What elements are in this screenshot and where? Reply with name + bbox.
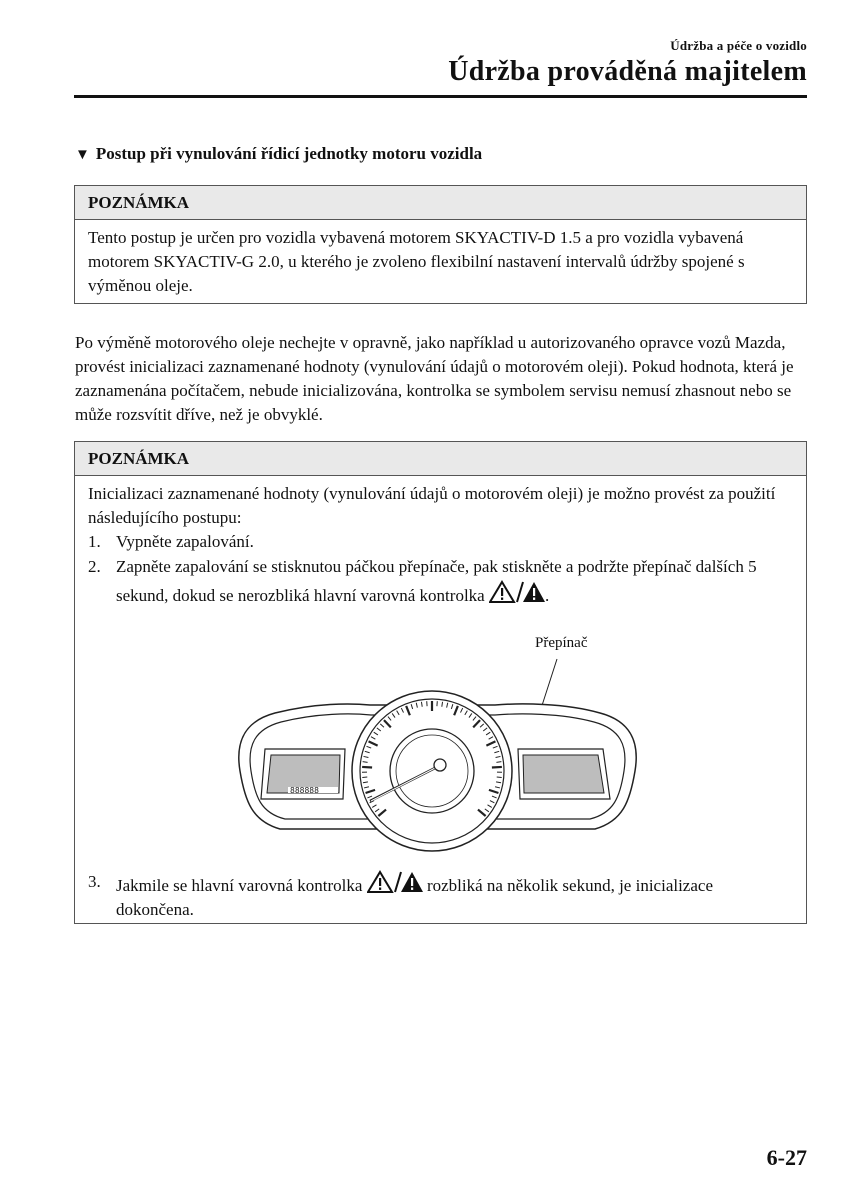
gauge-tick: [492, 767, 502, 768]
chapter-subtitle: Údržba a péče o vozidlo: [670, 38, 807, 53]
step-text: Jakmile se hlavní varovná kontrolka: [116, 876, 363, 895]
body-paragraph: Po výměně motorového oleje nechejte v opravně, jako například u autorizovaného opravce vozů Mazda, provést inicializaci zaznamenané hodnoty (vynulování údajů o motorovém oleji). Pokud hodnota, která je zaznamenána počítačem, nebude inicializována, kontrolka se symbolem servisu nemusí zhasnout nebo se může rozsvítit dříve, než je obvyklé.: [75, 333, 794, 424]
master-warning-icon: [367, 870, 423, 894]
instrument-cluster-drawing: [75, 631, 808, 861]
step-number: 3.: [88, 872, 101, 891]
gauge-tick: [363, 762, 368, 763]
header-divider: [74, 95, 807, 98]
list-item: [88, 554, 793, 609]
section-heading: [75, 144, 482, 164]
step-content: [116, 554, 793, 609]
note-body: [75, 476, 806, 617]
list-item: [88, 530, 793, 554]
note-box-1: [74, 185, 807, 304]
switch-callout-label: Přepínač: [535, 635, 588, 651]
note-text: Tento postup je určen pro vozidla vybavená motorem SKYACTIV-D 1.5 a pro vozidla vybavená motorem SKYACTIV-G 2.0, u kterého je zvoleno flexibilní nastavení intervalů údržby spojené s výměnou oleje.: [88, 228, 745, 295]
gauge-tick: [362, 767, 372, 768]
page-number: 6-27: [766, 1145, 807, 1170]
list-item: [88, 870, 788, 922]
odometer-readout: 888888: [290, 786, 319, 795]
note-heading: POZNÁMKA: [75, 186, 806, 220]
step-text: Zapněte zapalování se stisknutou páčkou přepínače, pak stiskněte a podržte přepínač dalších 5 sekund, dokud se nerozbliká hlavní varovná kontrolka: [116, 557, 757, 605]
gauge-tick: [496, 762, 501, 763]
master-warning-icon: [489, 580, 545, 604]
page-title: Údržba prováděná majitelem: [448, 56, 807, 87]
note-box-2: [74, 441, 807, 924]
step-text: rozbliká na několik sekund, je inicializace dokončena.: [116, 876, 713, 919]
step-number: 1.: [88, 532, 101, 551]
instrument-cluster-figure: [75, 631, 808, 861]
note-intro: Inicializaci zaznamenané hodnoty (vynulování údajů o motorovém oleji) je možno provést za použití následujícího postupu:: [88, 484, 776, 527]
step-text: Vypněte zapalování.: [116, 532, 254, 551]
step-suffix: .: [544, 586, 550, 605]
step-content: [116, 870, 788, 922]
section-heading-text: Postup při vynulování řídicí jednotky motoru vozidla: [95, 144, 483, 163]
note-heading: POZNÁMKA: [75, 442, 806, 476]
step-number: 2.: [88, 557, 101, 576]
triangle-marker-icon: ▼: [75, 147, 90, 163]
